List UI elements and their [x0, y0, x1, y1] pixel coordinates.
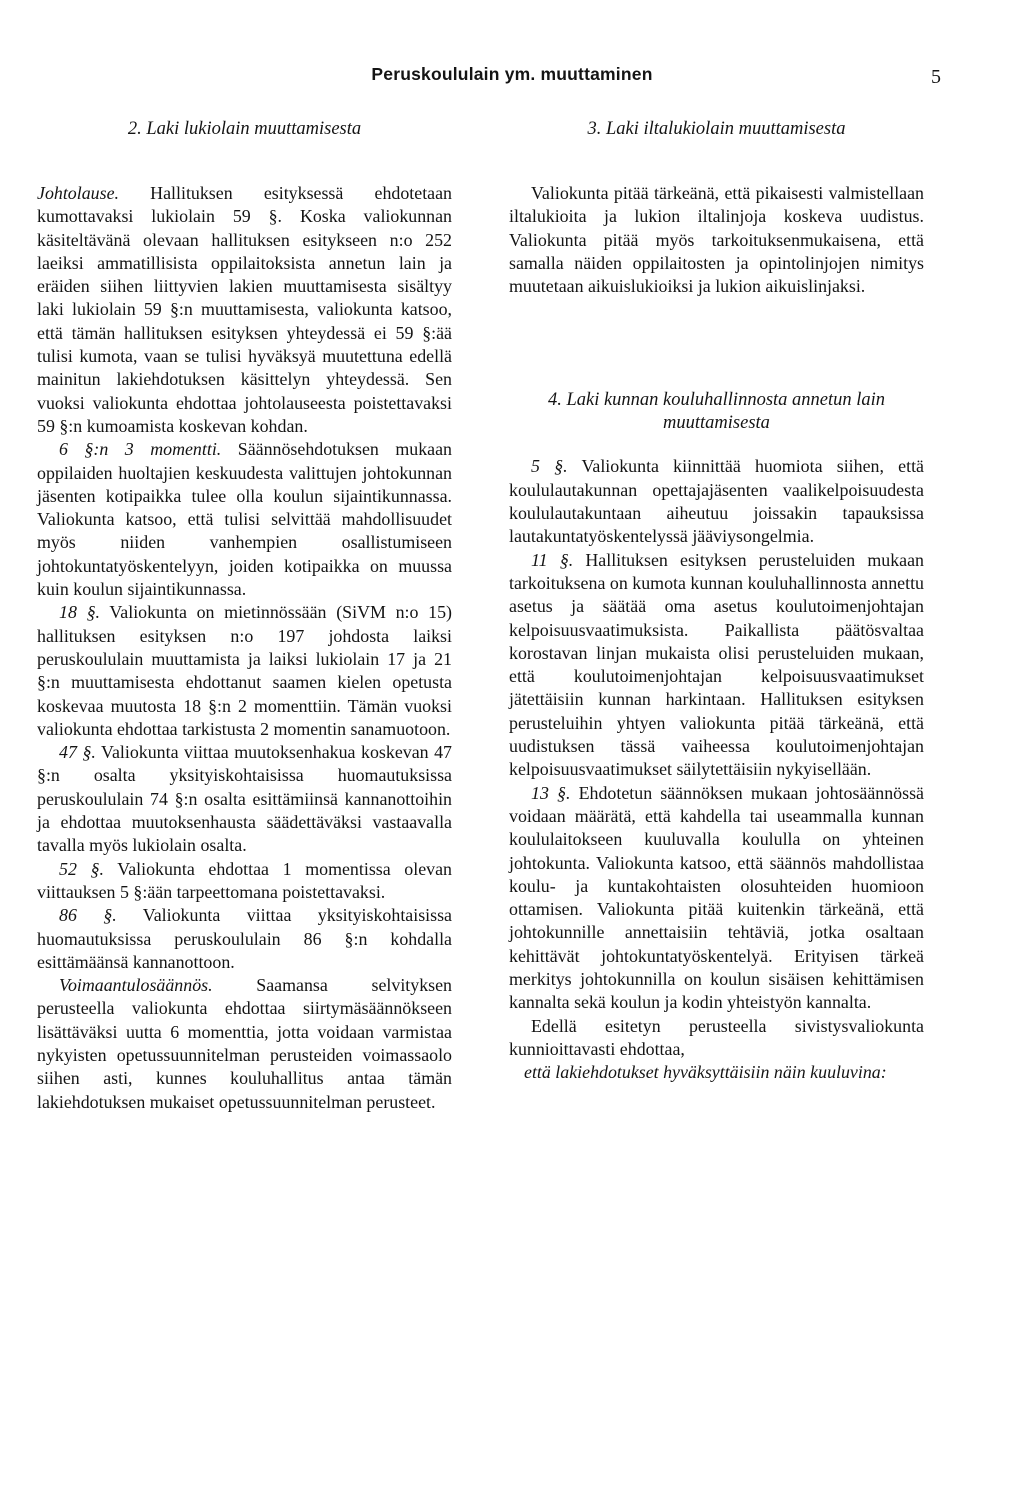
paragraph-lead: 5 §.: [531, 456, 568, 477]
paragraph-johtolause: [37, 182, 452, 438]
left-column: [37, 118, 452, 1114]
paragraph-13-section: [509, 782, 924, 1015]
paragraph-lead: 86 §.: [59, 905, 117, 926]
paragraph-body: Hallituksen esityksessä ehdotetaan kumottavaksi lukiolain 59 §. Koska valiokunnan käsiteltävänä olevaan hallituksen esitykseen n:o 252 laeiksi ammatillisista oppilaitoksista annetun lain ja eräiden siihen liittyvien lakien muuttamisesta sisältyy laki lukiolain 59 §:n muuttamisesta, valiokunta katsoo, että tämän hallituksen esityksen yhteydessä ei 59 §:ää tulisi kumota, vaan se tulisi hyväksyä muutettuna edellä mainitun lakiehdotuksen käsittelyn yhteydessä. Sen vuoksi valiokunta ehdottaa johtolauseesta poistettavaksi 59 §:n kumoamista koskevan kohdan.: [37, 183, 452, 436]
paragraph-body: Säännösehdotuksen mukaan oppilaiden huoltajien keskuudesta valittujen johtokunnan jäsenten kotipaikka tulee olla koulun sijaintikunnassa. Valiokunta katsoo, että tulisi selvittää mahdollisuudet myös niiden vanhempien osallistumiseen johtokuntatyöskentelyyn, joiden kotipaikka on muussa kuin koulun sijaintikunnassa.: [37, 439, 452, 600]
section-4: [509, 389, 924, 1014]
paragraph-6-section: [37, 438, 452, 601]
paragraph-lead: 47 §.: [59, 742, 96, 763]
paragraph-lead: 52 §.: [59, 858, 104, 879]
paragraph-lead: 6 §:n 3 momentti.: [59, 439, 222, 460]
paragraph-lead: 13 §.: [531, 782, 571, 803]
paragraph-iltalukio: Valiokunta pitää tärkeänä, että pikaisesti valmistellaan iltalukioita ja lukion iltalinjoja koskeva uudistus. Valiokunta pitää myös tarkoituksenmukaisena, että samalla näiden oppilaitosten ja opintolinjojen nimitys muutetaan aikuislukioiksi ja lukion aikuislinjaksi.: [509, 183, 924, 297]
paragraph-47-section: [37, 741, 452, 857]
paragraph-18-section: [37, 601, 452, 741]
paragraph-body: Valiokunta on mietinnössään (SiVM n:o 15) hallituksen esityksen n:o 197 johdosta laiksi peruskoululain muuttamista ja laiksi lukiolain 17 ja 21 §:n muuttamisesta ehdottanut saamen kielen opetusta koskevaa muutosta 18 §:n 2 momenttiin. Tämän vuoksi valiokunta ehdottaa tarkistusta 2 momentin sanamuotoon.: [37, 602, 452, 739]
closing-statement: Edellä esitetyn perusteella sivistysvaliokunta kunnioittavasti ehdottaa,: [509, 1015, 924, 1059]
paragraph-lead: Johtolause.: [37, 183, 119, 203]
section-heading-2: 2. Laki lukiolain muuttamisesta: [127, 119, 362, 139]
paragraph-body: Hallituksen esityksen perusteluiden mukaan tarkoituksena on kumota kunnan kouluhallinnosta annettu asetus ja säätää oma asetus koulutoimenjohtajan kelpoisuusvaatimuksista. Paikallista päätösvaltaa korostavan linjan mukaista olisi perusteluiden mukaan, että koulutoimenjohtajan kelpoisuusvaatimukset jätettäisiin kunnan harkintaan. Hallituksen esityksen perusteluihin yhtyen valiokunta pitää tärkeänä, että uudistuksen tässä vaiheessa koulutoimenjohtajan kelpoisuusvaatimukset säilytettäisiin nykyisellään.: [509, 549, 924, 780]
paragraph-body: Valiokunta viittaa yksityiskohtaisissa huomautuksissa peruskoululain 86 §:n kohdalla esittämäänsä kannanottoon.: [37, 905, 452, 972]
running-header-title: Peruskoululain ym. muuttaminen: [371, 64, 653, 84]
paragraph-body: Valiokunta kiinnittää huomiota siihen, että koululautakunnan opettajajäsenten vaalikelpoisuudesta koululautakuntaan aiheutuu joissakin tapauksissa lautakuntatyöskentelyssä jääviysongelmia.: [509, 456, 924, 547]
paragraph-lead: 18 §.: [59, 602, 100, 623]
paragraph-5-section: [509, 455, 924, 548]
paragraph-11-section: [509, 549, 924, 782]
closing-proposal: että lakiehdotukset hyväksyttäisiin näin kuuluvina:: [524, 1062, 887, 1083]
paragraph-lead: Voimaantulosäännös.: [59, 975, 213, 996]
section-heading-4: 4. Laki kunnan kouluhallinnosta annetun lain muuttamisesta: [547, 390, 886, 434]
paragraph-lead: 11 §.: [531, 549, 574, 570]
paragraph-voimaantulosaannos: [37, 974, 452, 1114]
section-heading-3: 3. Laki iltalukiolain muuttamisesta: [587, 119, 846, 139]
right-column: [509, 118, 924, 1085]
paragraph-86-section: [37, 904, 452, 974]
paragraph-body: Valiokunta viittaa muutoksenhakua koskevan 47 §:n osalta yksityiskohtaisissa huomautuksissa peruskoululain 74 §:n osalta esittämiinsä kannanottoihin ja ehdottaa muutoksenhausta säädettäväksi vastaavalla tavalla myös lukiolain osalta.: [37, 742, 452, 856]
paragraph-body: Saamansa selvityksen perusteella valiokunta ehdottaa siirtymäsäännökseen lisättäväksi uutta 6 momenttia, jotta voidaan varmistaa nykyisten opetussuunnitelman perusteiden voimassaolo siihen asti, kunnes kouluhallitus antaa tämän lakiehdotuksen mukaiset opetussuunnitelman perusteet.: [37, 975, 452, 1112]
paragraph-body: Valiokunta ehdottaa 1 momentissa olevan viittauksen 5 §:ään tarpeettomana poistettavaksi.: [37, 858, 453, 902]
page-number: 5: [931, 66, 941, 88]
paragraph-52-section: [37, 858, 452, 905]
paragraph-body: Ehdotetun säännöksen mukaan johtosäännössä voidaan määrätä, että kahdella tai useammalla kunnan koululaitokseen kuuluvalla koululla on yhteinen johtokunta. Valiokunta katsoo, että säännös mahdollistaa koulu- ja kuntakohtaisten olosuhteiden huomioon ottamisen. Valiokunta pitää kuitenkin tärkeänä, että johtokunnille annettaisiin tehtäviä, jotka osaltaan kehittävät johtokuntatyöskentelyä. Erityisen tärkeä merkitys johtokunnilla on koulun sisäisen kehittämisen kannalta sekä koulun ja kodin yhteistyön kannalta.: [509, 782, 924, 1013]
